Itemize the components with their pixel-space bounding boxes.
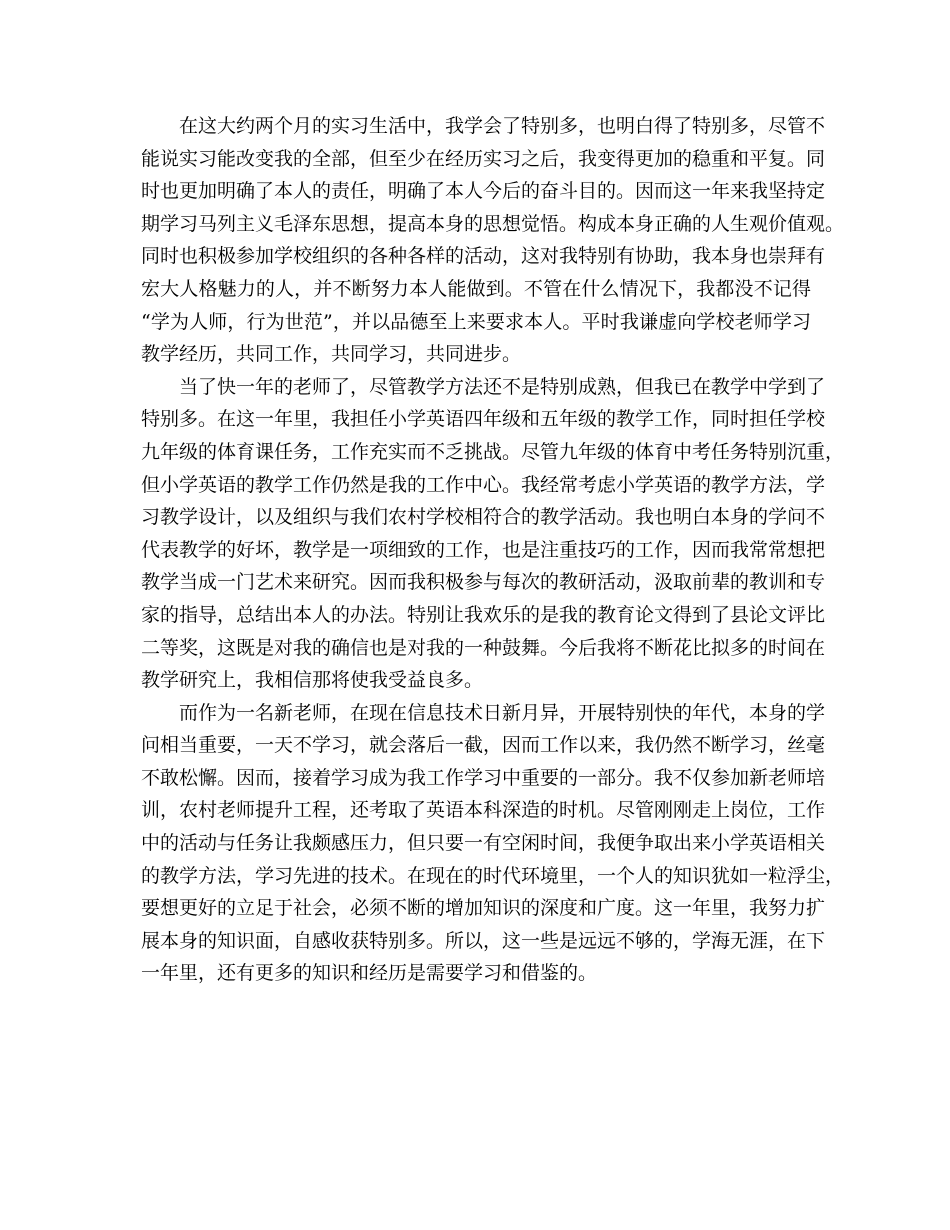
text-line: 时也更加明确了本人的责任，明确了本人今后的奋斗目的。因而这一年来我坚持定 bbox=[141, 180, 826, 203]
paragraph-3 bbox=[141, 697, 845, 990]
text-line: 而作为一名新老师，在现在信息技术日新月异，开展特别快的年代，本身的学 bbox=[179, 701, 826, 724]
text-line: 教学经历，共同工作，共同学习，共同进步。 bbox=[141, 343, 522, 366]
paragraph-2 bbox=[141, 371, 845, 697]
text-line: 展本身的知识面，自感收获特别多。所以，这一些是远远不够的，学海无涯，在下 bbox=[141, 929, 826, 952]
paragraph-1 bbox=[141, 110, 845, 371]
text-line: 训，农村老师提升工程，还考取了英语本科深造的时机。尽管刚刚走上岗位，工作 bbox=[141, 799, 826, 822]
text-line: 教学研究上，我相信那将使我受益良多。 bbox=[141, 669, 484, 692]
text-line: 宏大人格魅力的人，并不断努力本人能做到。不管在什么情况下，我都没不记得 bbox=[141, 277, 811, 300]
document-page bbox=[141, 110, 845, 990]
text-line: 习教学设计，以及组织与我们农村学校相符合的教学活动。我也明白本身的学问不 bbox=[141, 506, 826, 529]
text-line: 能说实习能改变我的全部，但至少在经历实习之后，我变得更加的稳重和平复。同 bbox=[141, 147, 826, 170]
text-line: 期学习马列主义毛泽东思想，提高本身的思想觉悟。构成本身正确的人生观价值观。 bbox=[141, 212, 845, 235]
text-line: 二等奖，这既是对我的确信也是对我的一种鼓舞。今后我将不断花比拟多的时间在 bbox=[141, 636, 826, 659]
text-line: “学为人师，行为世范”，并以品德至上来要求本人。平时我谦虚向学校老师学习 bbox=[141, 310, 811, 333]
text-line: 教学当成一门艺术来研究。因而我积极参与每次的教研活动，汲取前辈的教训和专 bbox=[141, 571, 826, 594]
text-line: 不敢松懈。因而，接着学习成为我工作学习中重要的一部分。我不仅参加新老师培 bbox=[141, 766, 826, 789]
text-line: 要想更好的立足于社会，必须不断的增加知识的深度和广度。这一年里，我努力扩 bbox=[141, 897, 826, 920]
text-line: 问相当重要，一天不学习，就会落后一截，因而工作以来，我仍然不断学习，丝毫 bbox=[141, 734, 826, 757]
text-line: 的教学方法，学习先进的技术。在现在的时代环境里，一个人的知识犹如一粒浮尘， bbox=[141, 864, 845, 887]
text-line: 特别多。在这一年里，我担任小学英语四年级和五年级的教学工作，同时担任学校 bbox=[141, 408, 826, 431]
text-line: 在这大约两个月的实习生活中，我学会了特别多，也明白得了特别多，尽管不 bbox=[179, 115, 826, 137]
text-line: 代表教学的好坏，教学是一项细致的工作，也是注重技巧的工作，因而我常常想把 bbox=[141, 538, 826, 561]
text-line: 九年级的体育课任务，工作充实而不乏挑战。尽管九年级的体育中考任务特别沉重， bbox=[141, 440, 845, 463]
text-line: 但小学英语的教学工作仍然是我的工作中心。我经常考虑小学英语的教学方法，学 bbox=[141, 473, 826, 496]
text-line: 家的指导，总结出本人的办法。特别让我欢乐的是我的教育论文得到了县论文评比 bbox=[141, 603, 826, 626]
text-line: 中的活动与任务让我颇感压力，但只要一有空闲时间，我便争取出来小学英语相关 bbox=[141, 832, 826, 855]
text-line: 一年里，还有更多的知识和经历是需要学习和借鉴的。 bbox=[141, 962, 598, 985]
text-line: 同时也积极参加学校组织的各种各样的活动，这对我特别有协助，我本身也崇拜有 bbox=[141, 245, 826, 268]
text-line: 当了快一年的老师了，尽管教学方法还不是特别成熟，但我已在教学中学到了 bbox=[179, 375, 826, 398]
